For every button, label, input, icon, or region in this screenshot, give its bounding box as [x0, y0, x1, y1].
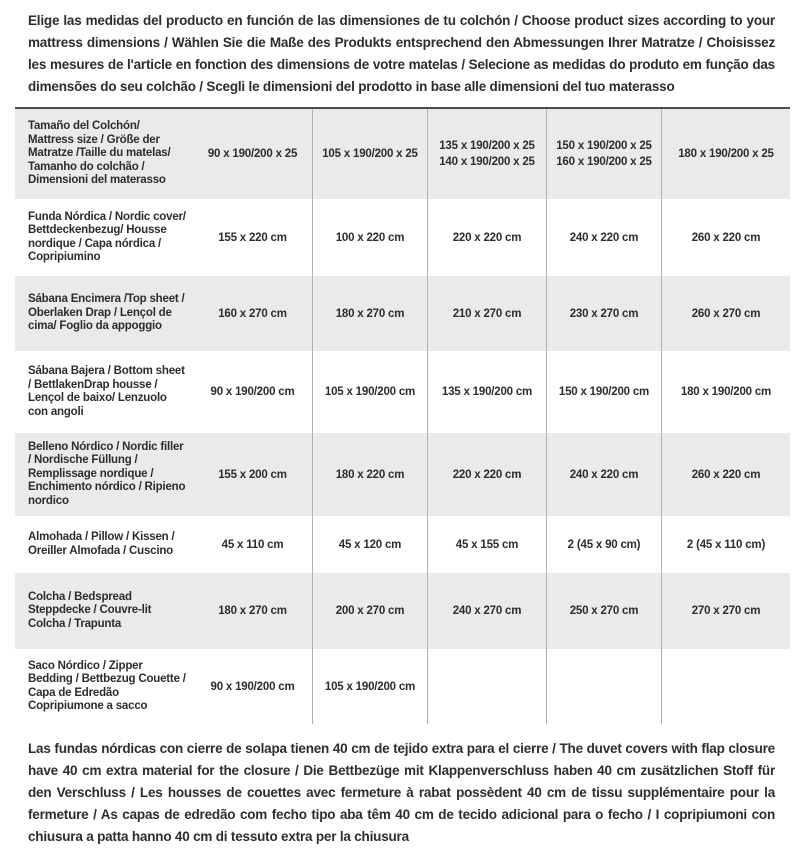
size-value: 210 x 270 cm: [452, 307, 522, 320]
size-value: 2 (45 x 90 cm): [567, 538, 641, 551]
size-cell: [661, 199, 790, 276]
size-value: 180 x 270 cm: [335, 307, 405, 320]
size-cell: [427, 573, 546, 649]
size-cell: [193, 433, 312, 516]
size-cell: [193, 276, 312, 351]
size-value: 155 x 220 cm: [218, 231, 287, 244]
size-cell: [312, 109, 427, 199]
size-value: 135 x 190/200 cm: [441, 386, 533, 398]
size-cell: [661, 276, 790, 351]
table-row: [15, 109, 790, 199]
size-cell: [427, 276, 546, 351]
size-cell: [312, 649, 427, 724]
size-value: 90 x 190/200 x 25: [207, 148, 298, 160]
size-cell: [312, 573, 427, 649]
size-value: 135 x 190/200 x 25: [439, 140, 535, 152]
size-value: 150 x 190/200 x 25: [556, 140, 652, 152]
size-table: [15, 107, 790, 724]
size-cell: [661, 573, 790, 649]
size-value: 180 x 190/200 cm: [680, 386, 772, 398]
size-cell: [193, 516, 312, 573]
size-value: 45 x 155 cm: [455, 538, 519, 551]
row-label: Almohada / Pillow / Kissen / Oreiller Almofada / Cuscino: [28, 531, 175, 557]
size-value: 240 x 270 cm: [452, 605, 522, 617]
size-cell: [427, 199, 546, 276]
size-cell: [193, 351, 312, 433]
row-label: Saco Nórdico / Zipper Bedding / Bettbezug Couette / Capa de Edredão Copripiumone a sacco: [28, 659, 186, 712]
page: [0, 10, 800, 844]
size-cell: [661, 351, 790, 433]
table-row: [15, 351, 790, 433]
table-row: [15, 516, 790, 573]
size-value: 220 x 220 cm: [452, 231, 522, 244]
size-value: 240 x 220 cm: [569, 468, 639, 481]
size-cell: [546, 516, 661, 573]
size-value: 180 x 190/200 x 25: [678, 148, 774, 160]
size-cell: [546, 276, 661, 351]
size-cell: [427, 516, 546, 573]
table-row: [15, 276, 790, 351]
size-value: 180 x 220 cm: [335, 468, 405, 481]
size-cell: [427, 433, 546, 516]
row-label: Sábana Encimera /Top sheet / Oberlaken Drap / Lençol de cima/ Foglio da appoggio: [28, 293, 185, 333]
row-label: Tamaño del Colchón/ Mattress size / Größe der Matratze /Taille du matelas/ Tamanho do colchão / Dimensioni del materasso: [28, 120, 171, 187]
size-value: 240 x 220 cm: [569, 231, 639, 244]
size-cell: [312, 199, 427, 276]
size-cell: [546, 199, 661, 276]
table-row: [15, 199, 790, 276]
size-cell: [661, 433, 790, 516]
size-value: 105 x 190/200 cm: [324, 386, 416, 398]
size-value: 260 x 220 cm: [691, 231, 761, 244]
size-cell: [427, 351, 546, 433]
size-value: 90 x 190/200 cm: [210, 680, 295, 693]
size-value: 155 x 200 cm: [218, 468, 287, 481]
size-cell: [312, 433, 427, 516]
size-cell: [661, 649, 790, 724]
size-cell: [546, 109, 661, 199]
size-value: 220 x 220 cm: [452, 468, 522, 481]
size-cell: [193, 649, 312, 724]
size-value: 160 x 190/200 x 25: [556, 156, 652, 168]
row-label: Sábana Bajera / Bottom sheet / BettlakenDrap housse / Lençol de baixo/ Lenzuolo con angoli: [28, 365, 185, 418]
size-value: 180 x 270 cm: [218, 605, 287, 617]
size-cell: [427, 649, 546, 724]
size-value: 160 x 270 cm: [218, 307, 287, 320]
size-value: 105 x 190/200 x 25: [322, 148, 418, 160]
size-cell: [312, 516, 427, 573]
intro-text: Elige las medidas del producto en función de las dimensiones de tu colchón / Choose product sizes according to your mattress dimensions / Wählen Sie die Maße des Produkts entsprechend den Abmessungen Ihrer Matratze / Choisissez les mesures de l'article en fonction des dimensions de votre matelas / Selecione as medidas do produto em função das dimensões do seu colchão / Scegli le dimensioni del prodotto in base alle dimensioni del tuo materasso: [28, 13, 775, 94]
size-cell: [661, 516, 790, 573]
table-row: [15, 433, 790, 516]
size-value: 45 x 110 cm: [221, 538, 284, 551]
size-value: 2 (45 x 110 cm): [686, 538, 766, 551]
size-cell: [661, 109, 790, 199]
table-row: [15, 573, 790, 649]
size-value: 200 x 270 cm: [335, 605, 405, 617]
size-value: 100 x 220 cm: [335, 231, 405, 244]
size-value: 270 x 270 cm: [691, 605, 761, 617]
size-cell: [312, 276, 427, 351]
size-cell: [546, 351, 661, 433]
table-row: [15, 649, 790, 724]
size-value: 45 x 120 cm: [338, 538, 402, 551]
size-value: 90 x 190/200 cm: [210, 386, 295, 398]
size-cell: [193, 109, 312, 199]
size-cell: [427, 109, 546, 199]
size-value: 250 x 270 cm: [569, 605, 639, 617]
row-label: Funda Nórdica / Nordic cover/ Bettdeckenbezug/ Housse nordique / Capa nórdica / Copripiumino: [28, 210, 186, 263]
size-value: 260 x 220 cm: [691, 468, 761, 481]
size-value: 140 x 190/200 x 25: [439, 156, 535, 168]
footer-note: Las fundas nórdicas con cierre de solapa tienen 40 cm de tejido extra para el cierre / The duvet covers with flap closure have 40 cm extra material for the closure / Die Bettbezüge mit Klappenverschluss haben 40 cm zusätzlichen Stoff für den Verschluss / Les housses de couettes avec fermeture à rabat possèdent 40 cm de tissu supplémentaire pour la fermeture / As capas de edredão com fecho tipo aba têm 40 cm de tecido adicional para o fecho / I copripiumoni con chiusura a patta hanno 40 cm di tessuto extra per la chiusura: [28, 741, 775, 844]
size-value: 230 x 270 cm: [569, 307, 639, 320]
row-label: Colcha / Bedspread Steppdecke / Couvre-lit Colcha / Trapunta: [28, 590, 152, 630]
size-cell: [193, 573, 312, 649]
row-label: Belleno Nórdico / Nordic filler / Nordische Füllung / Remplissage nordique / Enchimento nórdico / Ripieno nordico: [28, 440, 186, 507]
size-value: 150 x 190/200 cm: [558, 386, 650, 398]
size-cell: [546, 649, 661, 724]
size-cell: [193, 199, 312, 276]
size-value: 105 x 190/200 cm: [324, 680, 416, 693]
size-cell: [546, 433, 661, 516]
size-value: 260 x 270 cm: [691, 307, 761, 320]
size-cell: [312, 351, 427, 433]
size-cell: [546, 573, 661, 649]
